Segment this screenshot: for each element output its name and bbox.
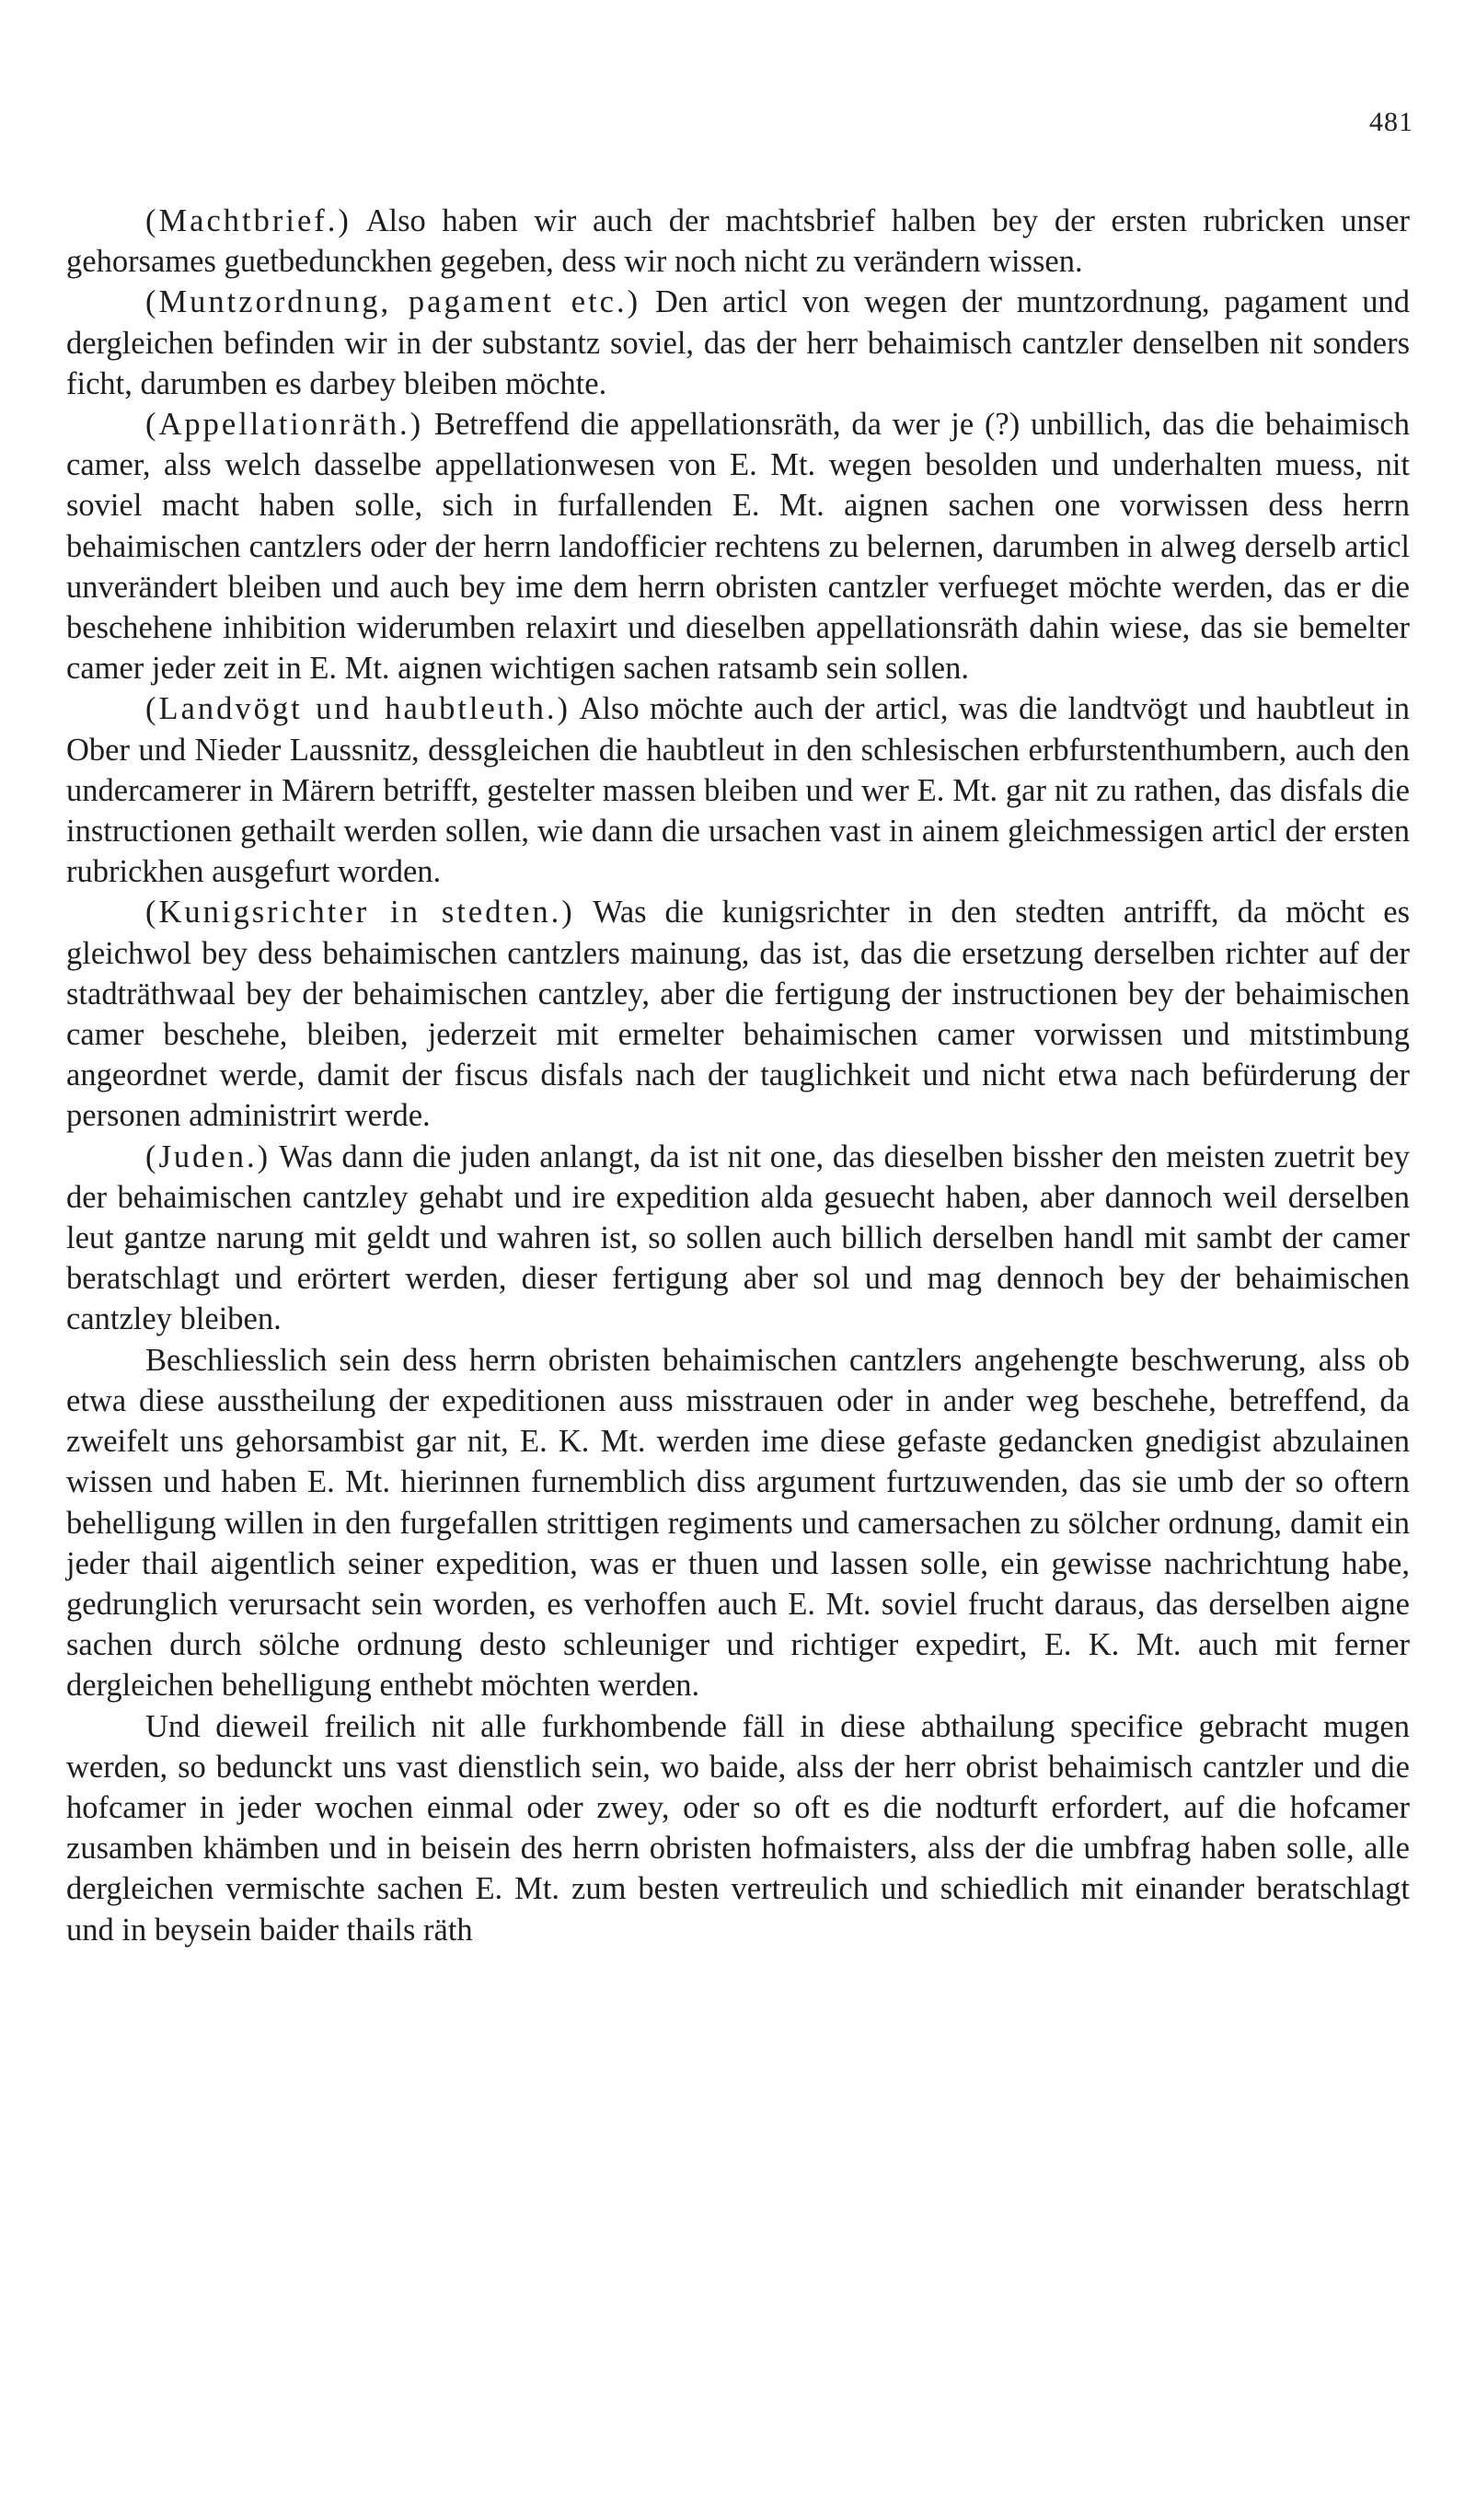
paragraph-heading: (Kunigsrichter in stedten.)	[145, 895, 575, 931]
paragraph-text: Den articl von wegen der muntzordnung, pagament und dergleichen befinden wir in der substantz soviel, das der herr behaimisch cantzler denselben nit sonders ficht, darumben es darbey bleiben möchte.	[66, 284, 1410, 401]
page-number: 481	[1369, 107, 1413, 137]
paragraph-text: Und dieweil freilich nit alle furkhombende fäll in diese abthailung specifice gebracht mugen werden, so bedunckt uns vast dienstlich sein, wo baide, alss der herr obrist behaimisch cantzler und die hofcamer in jeder wochen einmal oder zwey, oder so oft es die nodturft erfordert, auf die hofcamer zusamben khämben und in beisein des herrn obristen hofmaisters, alss der die umbfrag haben solle, alle dergleichen vermischte sachen E. Mt. zum besten vertreulich und schiedlich mit einander beratschlagt und in beysein baider thails räth	[66, 1708, 1410, 1948]
paragraph-und-dieweil	[66, 1706, 1410, 1950]
paragraph-text: Was die kunigsrichter in den stedten antrifft, da möcht es gleichwol bey dess behaimischen cantzlers mainung, das ist, das die ersetzung derselben richter auf der stadträthwaal bey der behaimischen cantzley, aber die fertigung der instructionen bey der behaimischen camer beschehe, bleiben, jederzeit mit ermelter behaimischen camer vorwissen und mitstimbung angeordnet werde, damit der fiscus disfals nach der tauglichkeit und nicht etwa nach befürderung der personen administrirt werde.	[66, 895, 1410, 1134]
paragraph-beschliesslich	[66, 1340, 1410, 1706]
paragraph-text: Also haben wir auch der machtsbrief halben bey der ersten rubricken unser gehorsames guetbedunckhen gegeben, dess wir noch nicht zu verändern wissen.	[66, 203, 1410, 280]
paragraph-heading: (Machtbrief.)	[145, 203, 352, 238]
paragraph-appellationrath	[66, 404, 1410, 688]
paragraph-text: Also möchte auch der articl, was die landtvögt und haubtleut in Ober und Nieder Laussnitz, dessgleichen die haubtleut in den schlesischen erbfurstenthumbern, auch den undercamerer in Märern betrifft, gestelter massen bleiben und wer E. Mt. gar nit zu rathen, das disfals die instructionen gethailt werden sollen, wie dann die ursachen vast in ainem gleichmessigen articl der ersten rubrickhen ausgefurt worden.	[66, 691, 1410, 890]
body-text	[66, 201, 1410, 1950]
paragraph-text: Beschliesslich sein dess herrn obristen behaimischen cantzlers angehengte beschwerung, alss ob etwa diese ausstheilung der expeditionen auss misstrauen oder in ander weg beschehe, betreffend, da zweifelt uns gehorsambist gar nit, E. K. Mt. werden ime diese gefaste gedancken gnedigist abzulainen wissen und haben E. Mt. hierinnen furnemblich diss argument furtzuwenden, das sie umb der so oftern behelligung willen in den furgefallen strittigen regiments und camersachen zu sölcher ordnung, damit ein jeder thail aigentlich seiner expedition, was er thuen und lassen solle, ein gewisse nachrichtung habe, gedrunglich verursacht sein worden, es verhoffen auch E. Mt. soviel frucht daraus, das derselben aigne sachen durch sölche ordnung desto schleuniger und richtiger expedirt, E. K. Mt. auch mit ferner dergleichen behelligung enthebt möchten werden.	[66, 1342, 1410, 1704]
paragraph-heading: (Landvögt und haubtleuth.)	[145, 691, 571, 727]
paragraph-kunigsrichter	[66, 892, 1410, 1136]
paragraph-heading: (Juden.)	[145, 1139, 271, 1174]
paragraph-muntzordnung	[66, 282, 1410, 404]
paragraph-heading: (Appellationräth.)	[145, 407, 424, 443]
paragraph-heading: (Muntzordnung, pagament etc.)	[145, 284, 641, 320]
paragraph-machtbrief	[66, 201, 1410, 282]
paragraph-text: Was dann die juden anlangt, da ist nit one, das dieselben bissher den meisten zuetrit bey der behaimischen cantzley gehabt und ire expedition alda gesuecht haben, aber dannoch weil derselben leut gantze narung mit geldt und wahren ist, so sollen auch billich derselben handl mit sambt der camer beratschlagt und erörtert werden, dieser fertigung aber sol und mag dennoch bey der behaimischen cantzley bleiben.	[66, 1139, 1410, 1337]
paragraph-landvogt	[66, 688, 1410, 892]
paragraph-text: Betreffend die appellationsräth, da wer je (?) unbillich, das die behaimisch camer, alss welch dasselbe appellationwesen von E. Mt. wegen besolden und underhalten muess, nit soviel macht haben solle, sich in furfallenden E. Mt. aignen sachen one vorwissen dess herrn behaimischen cantzlers oder der herrn landofficier rechtens zu belernen, darumben in alweg derselb articl unverändert bleiben und auch bey ime dem herrn obristen cantzler verfueget möchte werden, das er die beschehene inhibition widerumben relaxirt und dieselben appellationsräth dahin wiese, das sie bemelter camer jeder zeit in E. Mt. aignen wichtigen sachen ratsamb sein sollen.	[66, 407, 1410, 687]
paragraph-juden	[66, 1137, 1410, 1340]
